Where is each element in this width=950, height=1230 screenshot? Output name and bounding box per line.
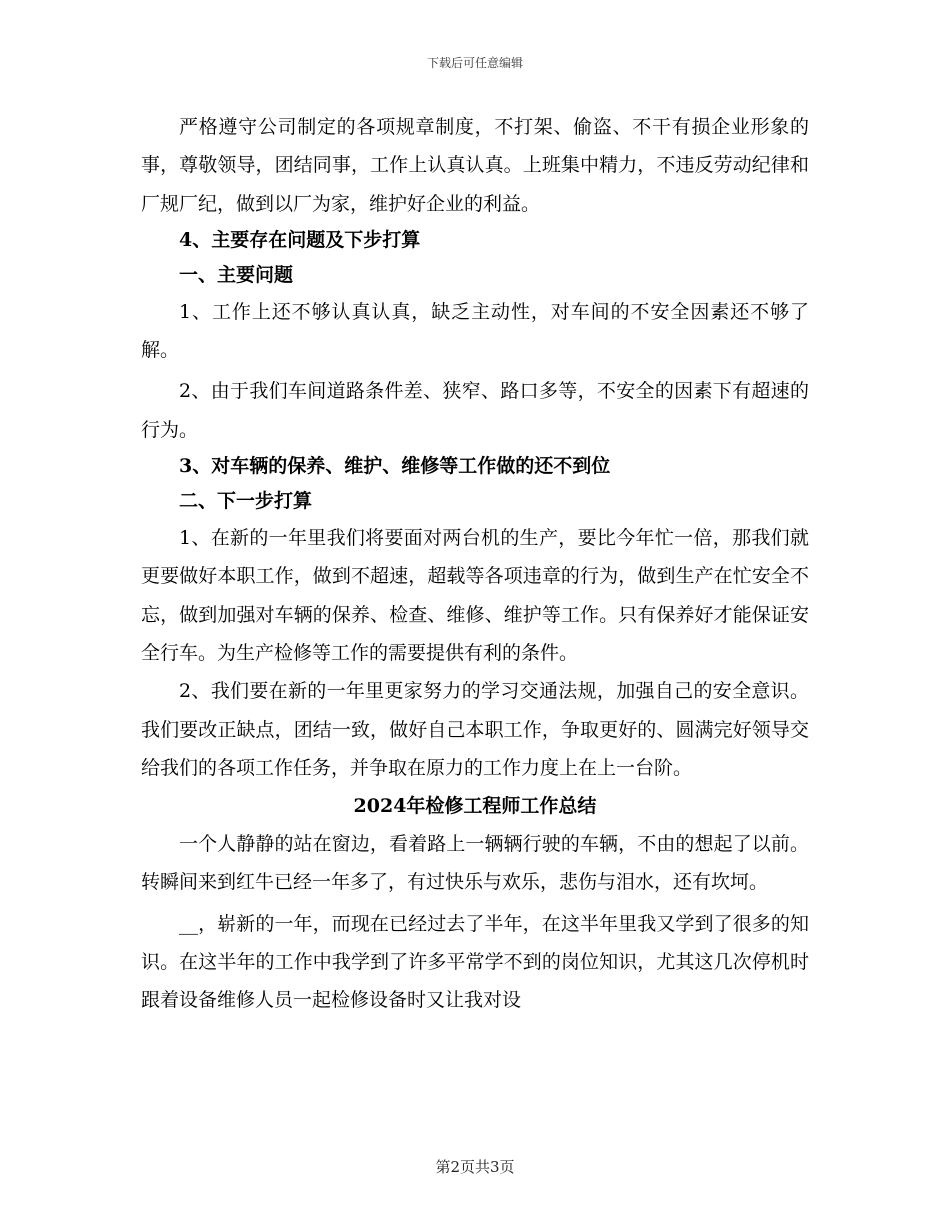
paragraph-plan-2: 2、我们要在新的一年里更家努力的学习交通法规，加强自己的安全意识。我们要改正缺点，团结一致，做好自己本职工作，争取更好的、圆满完好领导交给我们的各项工作任务，并争取在原力的工作力度上在上一台阶。 (141, 680, 809, 779)
paragraph-intro: 一个人静静的站在窗边，看着路上一辆辆行驶的车辆，不由的想起了以前。转瞬间来到红牛已经一年多了，有过快乐与欢乐，悲伤与泪水，还有坎坷。 (141, 833, 809, 894)
paragraph-plan-1: 1、在新的一年里我们将要面对两台机的生产，要比今年忙一倍，那我们就更要做好本职工作，做到不超速，超载等各项违章的行为，做到生产在忙安全不忘，做到加强对车辆的保养、检查、维修、维护等工作。只有保养好才能保证安全行车。为生产检修等工作的需要提供有利的条件。 (141, 527, 809, 664)
heading-next-plans: 二、下一步打算 (179, 490, 313, 513)
heading-problems-plans: 4、主要存在问题及下步打算 (179, 228, 421, 251)
section-title: 2024年检修工程师工作总结 (353, 795, 597, 818)
document-body (141, 108, 809, 1020)
heading-problem-3: 3、对车辆的保养、维护、维修等工作做的还不到位 (179, 455, 611, 478)
page-header: 下载后可任意编辑 (426, 56, 523, 70)
paragraph-problem-2: 2、由于我们车间道路条件差、狭窄、路口多等，不安全的因素下有超速的行为。 (141, 380, 809, 441)
paragraph-rules: 严格遵守公司制定的各项规章制度，不打架、偷盗、不干有损企业形象的事，尊敬领导，团结同事，工作上认真认真。上班集中精力，不违反劳动纪律和厂规厂纪，做到以厂为家，维护好企业的利益。 (141, 116, 809, 215)
paragraph-half-year: __，崭新的一年，而现在已经过去了半年，在这半年里我又学到了很多的知识。在这半年的工作中我学到了许多平常学不到的岗位知识，尤其这几次停机时跟着设备维修人员一起检修设备时又让我对设 (141, 912, 809, 1012)
page-footer: 第2页共3页 (435, 1158, 515, 1176)
heading-main-problems: 一、主要问题 (179, 263, 294, 286)
paragraph-problem-1: 1、工作上还不够认真认真，缺乏主动性，对车间的不安全因素还不够了解。 (141, 300, 809, 362)
